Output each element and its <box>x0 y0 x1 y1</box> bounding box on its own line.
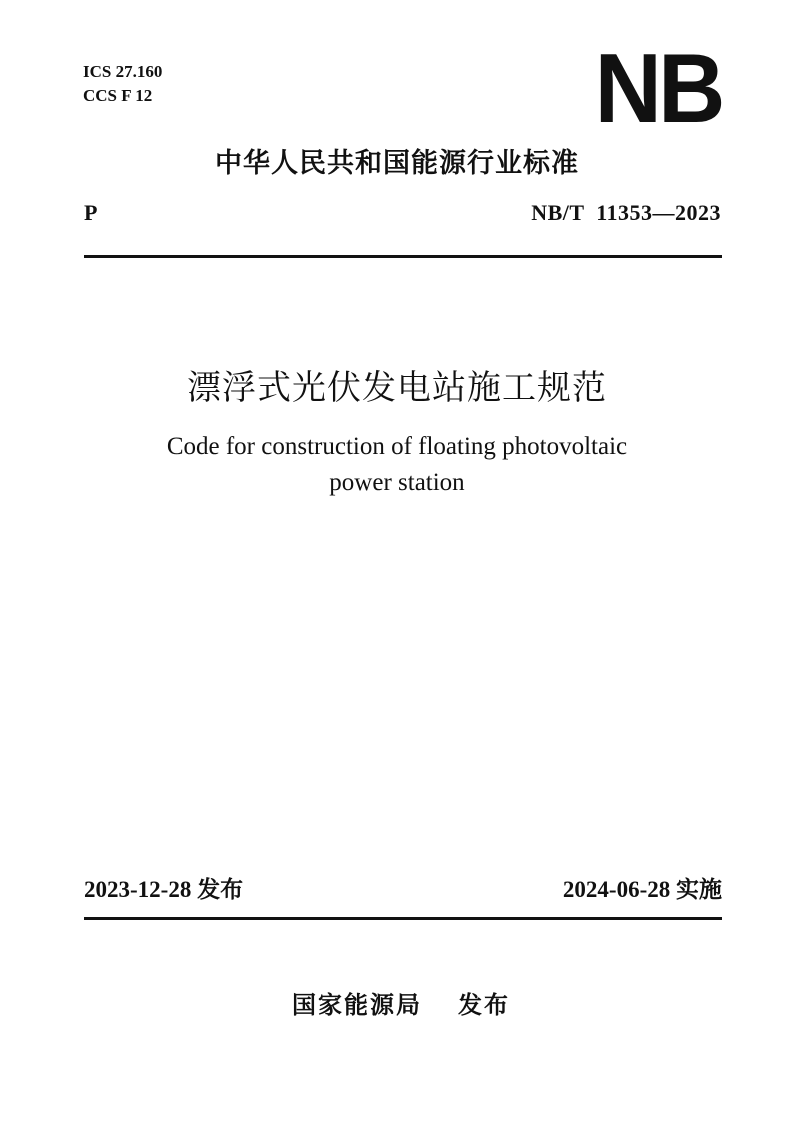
implementation-label: 实施 <box>676 877 722 903</box>
implementation-date-block <box>563 874 722 906</box>
title-chinese: 漂浮式光伏发电站施工规范 <box>187 368 607 408</box>
publisher-line <box>292 988 510 1022</box>
industry-standard-heading: 中华人民共和国能源行业标准 <box>215 148 579 179</box>
nb-logo: NB <box>595 33 722 143</box>
ccs-code: CCS F 12 <box>83 86 153 105</box>
category-code: P <box>84 200 98 225</box>
issue-date: 2023-12-28 <box>84 877 192 902</box>
publisher-name: 国家能源局 <box>292 991 422 1019</box>
implementation-date: 2024-06-28 <box>562 877 671 902</box>
title-english-line-2: power station <box>329 469 465 496</box>
bottom-divider <box>84 917 722 920</box>
top-divider <box>84 255 722 258</box>
standard-number: NB/T 11353—2023 <box>531 200 721 225</box>
title-english-line-1: Code for construction of floating photovoltaic <box>166 433 628 460</box>
issue-label: 发布 <box>197 877 244 903</box>
publisher-action: 发布 <box>458 991 510 1019</box>
issue-date-block <box>84 874 243 906</box>
ics-code: ICS 27.160 <box>83 62 163 81</box>
